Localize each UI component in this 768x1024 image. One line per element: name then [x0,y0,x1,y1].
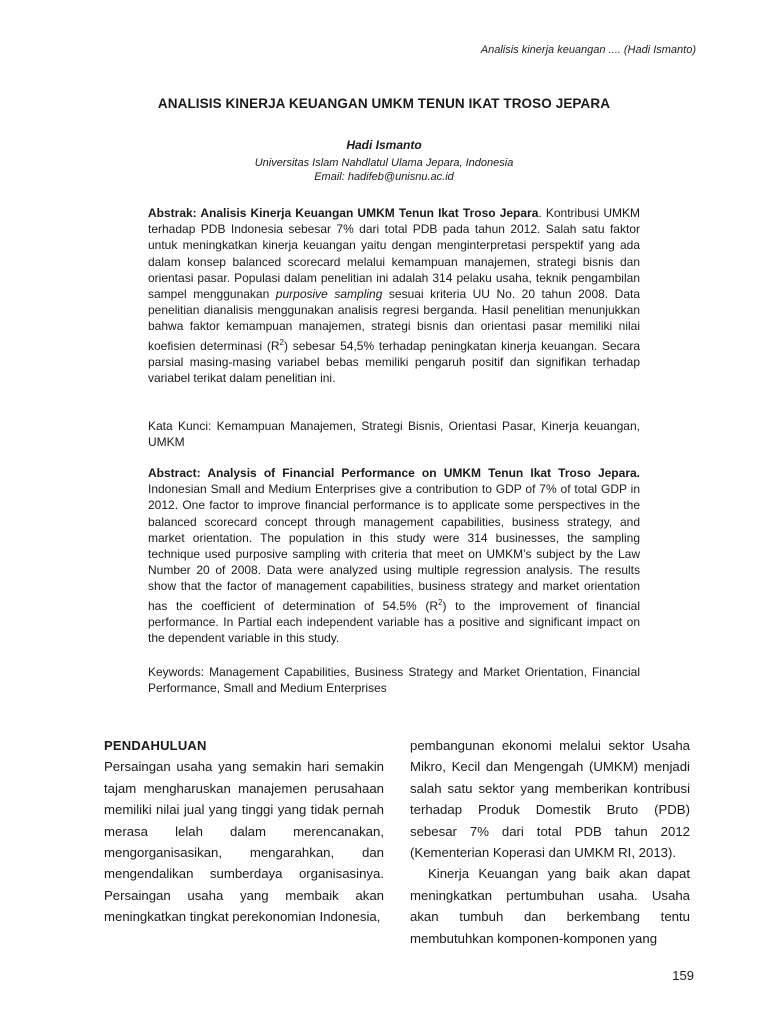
abstrak-label: Abstrak: Analisis Kinerja Keuangan UMKM Tenun Ikat Troso Jepara [148,206,539,220]
abstract-english [148,465,640,646]
abstrak-text-1: . Kontribusi UMKM terhadap PDB Indonesia sebesar 7% dari total PDB pada tahun 2012. Salah satu faktor untuk meningkatkan kinerja keuangan yaitu dengan menginterpretasi perspektif yang ada dalam konsep balanced scorecard melalui kemampuan manajemen, strategi bisnis dan orientasi pasar. Populasi dalam penelitian ini adalah 314 pelaku usaha, teknik pengambilan sampel menggunakan [148,206,640,302]
abstract-text-2: ) to the improvement of financial performance. In Partial each independent variable has a positive and significant impact on the dependent variable in this study. [148,598,640,646]
abstract-superscript: 2 [438,597,443,607]
author-affiliation: Universitas Islam Nahdlatul Ulama Jepara, Indonesia [254,157,514,169]
abstrak-text-3: ) sebesar 54,5% terhadap peningkatan kinerja keuangan. Secara parsial masing-masing variabel bebas memiliki pengaruh positif dan signifikan terhadap variabel terikat dalam penelitian ini. [148,338,640,386]
abstrak-italic-term: purposive sampling [275,287,383,302]
author-name: Hadi Ismanto [346,138,422,152]
keywords: Keywords: Management Capabilities, Business Strategy and Market Orientation, Financial Performance, Small and Medium Enterprises [148,665,640,696]
abstrak-indonesian [148,205,640,386]
author-email: Email: hadifeb@unisnu.ac.id [314,171,454,183]
section-heading: PENDAHULUAN [104,738,207,753]
abstract-text-1: Indonesian Small and Medium Enterprises give a contribution to GDP of 7% of total GDP in 2012. One factor to improve financial performance is to applicate some perspectives in the balanced scorecard concept through management capabilities, business strategy, and market orientation. The population in this study were 314 businesses, the sampling technique used purposive sampling with criteria that meet on UMKM’s subject by the Law Number 20 of 2008. Data were analyzed using multiple regression analysis. The results show that the factor of management capabilities, business strategy and market orientation has the coefficient of determination of 54.5% (R [148,482,640,613]
body-column-left [104,735,384,928]
page-number: 159 [672,968,694,983]
intro-paragraph-right-1: pembangunan ekonomi melalui sektor Usaha Mikro, Kecil dan Mengengah (UMKM) menjadi salah satu sektor yang memberikan kontribusi terhadap Produk Domestik Bruto (PDB) sebesar 7% dari total PDB tahun 2012 (Kementerian Koperasi dan UMKM RI, 2013). [410,738,690,861]
intro-paragraph-left: Persaingan usaha yang semakin hari semakin tajam mengharuskan manajemen perusahaan memiliki nilai jual yang tinggi yang tidak pernah merasa lelah dalam merencanakan, mengorganisasikan, mengarahkan, dan mengendalikan sumberdaya organisasinya. Persaingan usaha yang membaik akan meningkatkan tingkat perekonomian Indonesia, [104,759,384,925]
abstrak-superscript: 2 [279,337,284,347]
body-column-right [410,735,690,949]
intro-paragraph-right-2: Kinerja Keuangan yang baik akan dapat meningkatkan pertumbuhan usaha. Usaha akan tumbuh dan berkembang tentu membutuhkan komponen-komponen yang [410,866,690,946]
kata-kunci: Kata Kunci: Kemampuan Manajemen, Strategi Bisnis, Orientasi Pasar, Kinerja keuangan, UMKM [148,419,640,450]
abstract-label: Abstract: Analysis of Financial Performance on UMKM Tenun Ikat Troso Jepara. [148,466,640,480]
abstrak-text-2: sesuai kriteria UU No. 20 tahun 2008. Data penelitian dianalisis menggunakan analisis regresi berganda. Hasil penelitian menunjukkan bahwa faktor kemampuan manajemen, strategi bisnis dan orientasi pasar memiliki nilai koefisien determinasi (R [148,287,640,353]
running-header: Analisis kinerja keuangan .... (Hadi Ismanto) [480,44,696,56]
article-title: ANALISIS KINERJA KEUANGAN UMKM TENUN IKAT TROSO JEPARA [157,96,611,111]
